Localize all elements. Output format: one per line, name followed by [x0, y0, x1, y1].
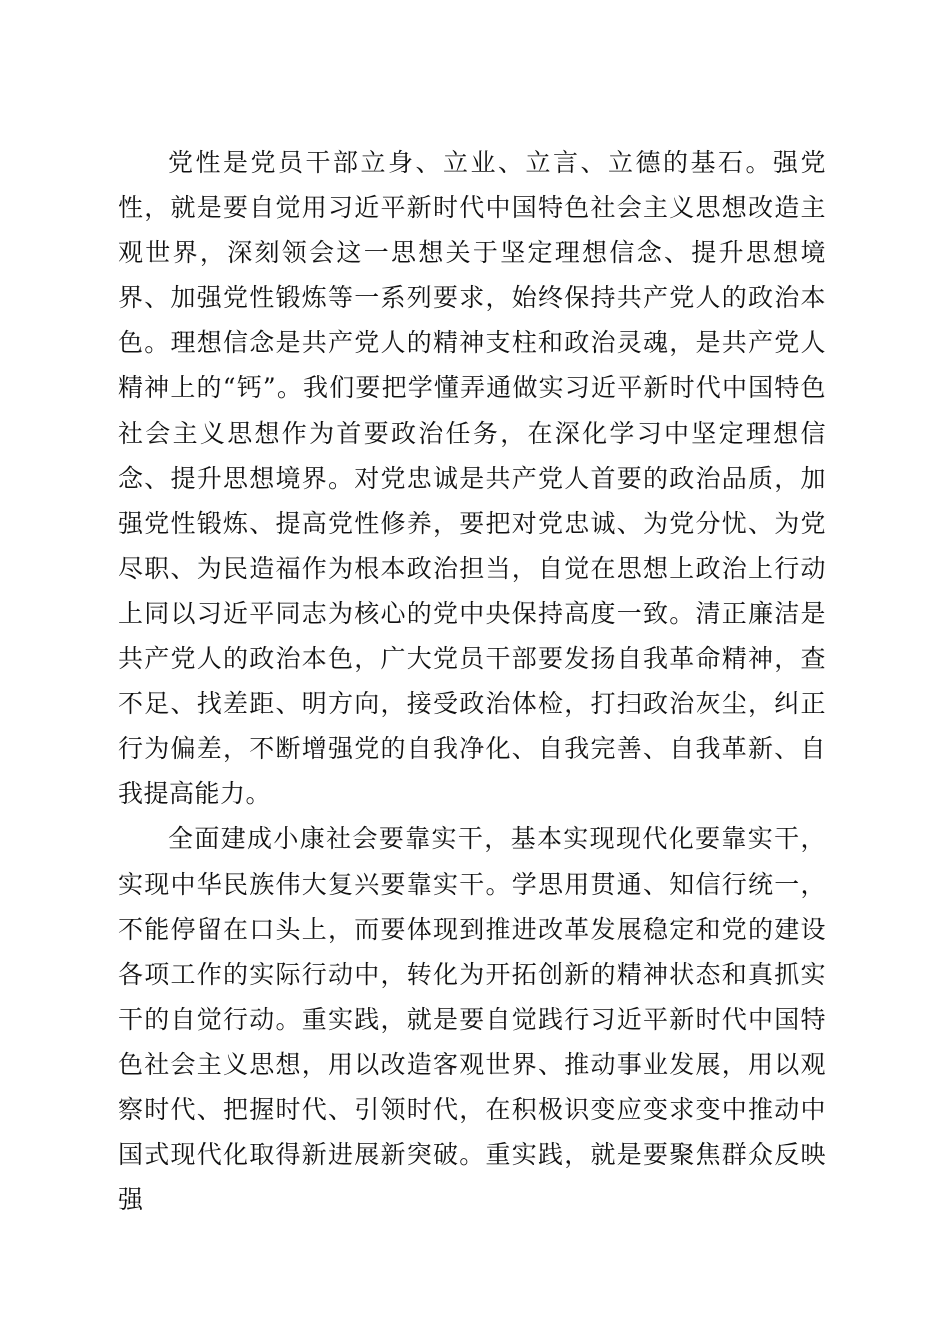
document-body [118, 140, 826, 1222]
paragraph-party-spirit: 党性是党员干部立身、立业、立言、立德的基石。强党性，就是要自觉用习近平新时代中国特色社会主义思想改造主观世界，深刻领会这一思想关于坚定理想信念、提升思想境界、加强党性锻炼等一系列要求，始终保持共产党人的政治本色。理想信念是共产党人的精神支柱和政治灵魂，是共产党人精神上的“钙”。我们要把学懂弄通做实习近平新时代中国特色社会主义思想作为首要政治任务，在深化学习中坚定理想信念、提升思想境界。对党忠诚是共产党人首要的政治品质，加强党性锻炼、提高党性修养，要把对党忠诚、为党分忧、为党尽职、为民造福作为根本政治担当，自觉在思想上政治上行动上同以习近平同志为核心的党中央保持高度一致。清正廉洁是共产党人的政治本色，广大党员干部要发扬自我革命精神，查不足、找差距、明方向，接受政治体检，打扫政治灰尘，纠正行为偏差，不断增强党的自我净化、自我完善、自我革新、自我提高能力。 [118, 148, 826, 809]
paragraph-practice: 全面建成小康社会要靠实干，基本实现现代化要靠实干，实现中华民族伟大复兴要靠实干。学思用贯通、知信行统一，不能停留在口头上，而要体现到推进改革发展稳定和党的建设各项工作的实际行动中，转化为开拓创新的精神状态和真抓实干的自觉行动。重实践，就是要自觉践行习近平新时代中国特色社会主义思想，用以改造客观世界、推动事业发展，用以观察时代、把握时代、引领时代，在积极识变应变求变中推动中国式现代化取得新进展新突破。重实践，就是要聚焦群众反映强 [118, 824, 826, 1215]
